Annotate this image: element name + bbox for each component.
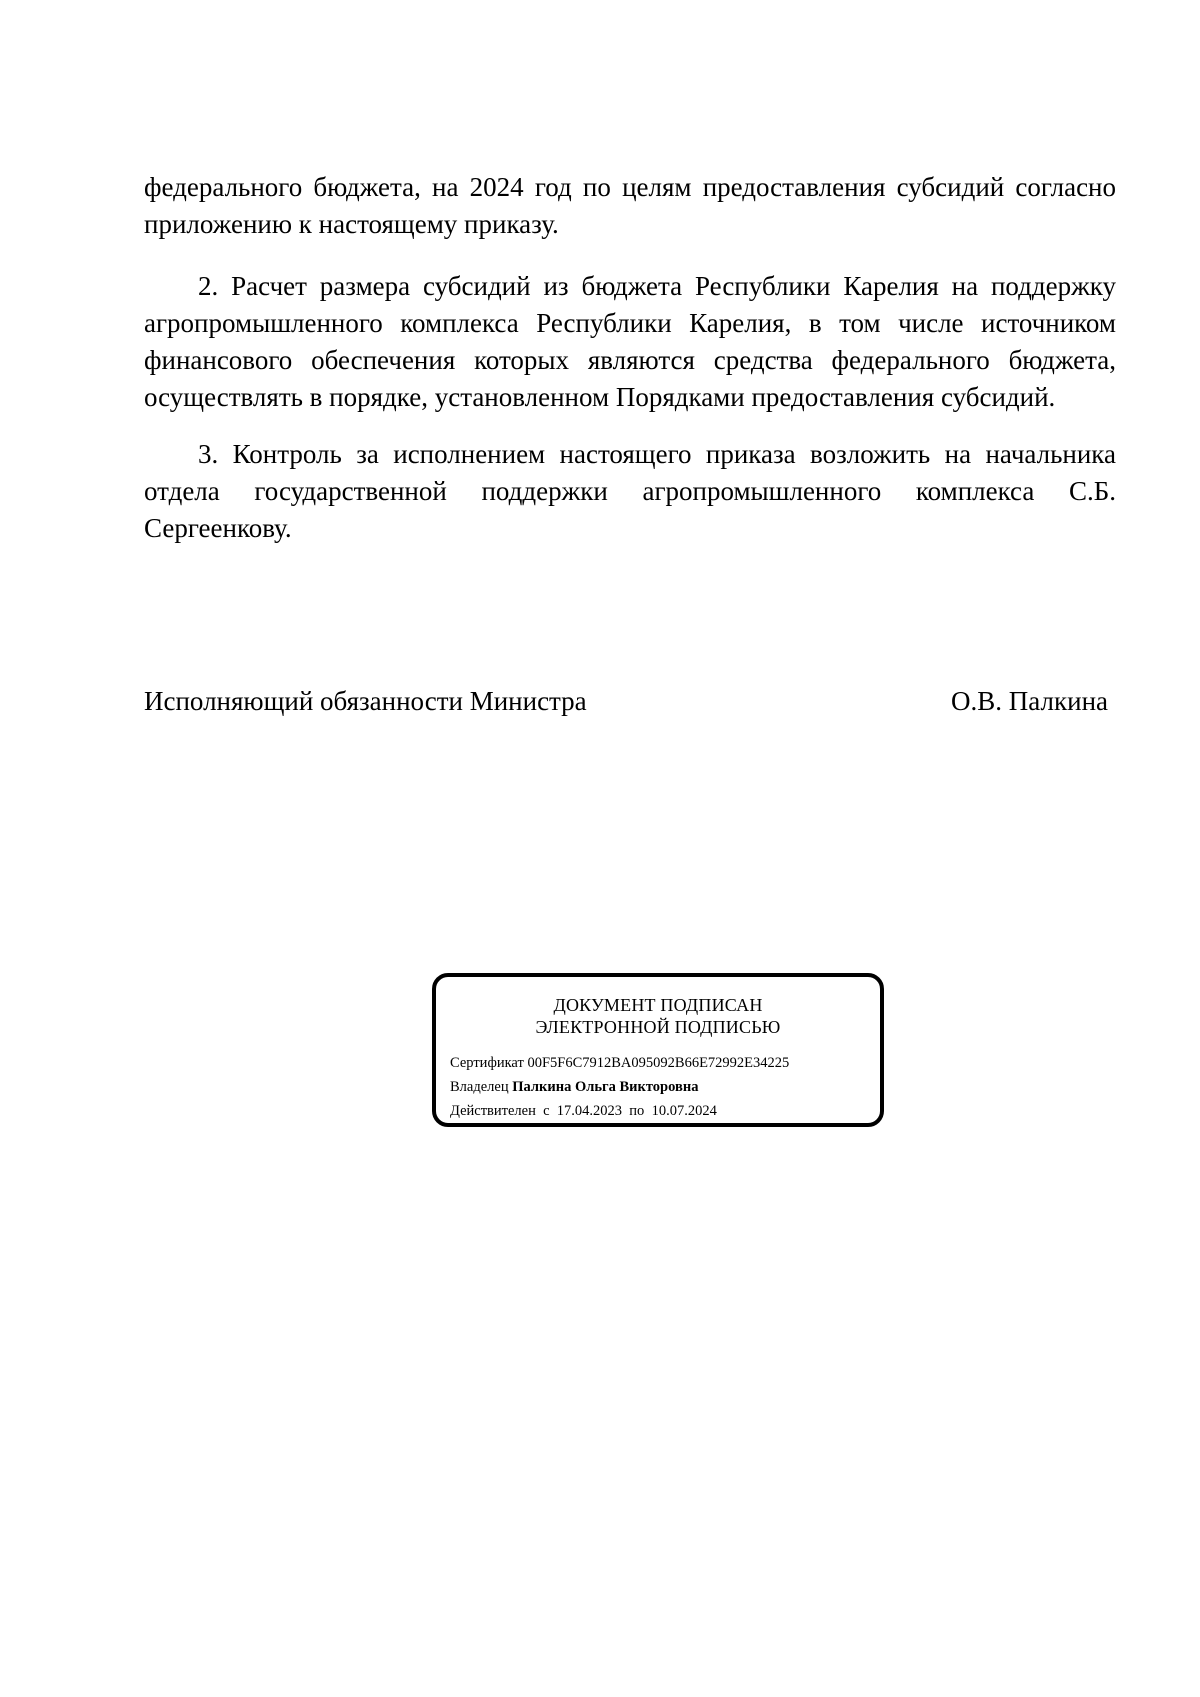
stamp-certificate-line (450, 1053, 789, 1073)
stamp-heading-line-1: ДОКУМЕНТ ПОДПИСАН (553, 995, 763, 1015)
electronic-signature-stamp (432, 973, 884, 1127)
paragraph-continuation: федерального бюджета, на 2024 год по целям предоставления субсидий согласно приложению к настоящему приказу. (144, 172, 1116, 239)
signatory-title: Исполняющий обязанности Министра (144, 686, 587, 716)
valid-to-date: 10.07.2024 (651, 1103, 717, 1119)
paragraph-item-2: 2. Расчет размера субсидий из бюджета Республики Карелия на поддержку агропромышленного комплекса Республики Карелия, в том числе источником финансового обеспечения которых являются средства федерального бюджета, осуществлять в порядке, установленном Порядками предоставления субсидий. (144, 271, 1116, 412)
signatory-name: О.В. Палкина (951, 686, 1108, 716)
valid-from-label: Действителен с (450, 1103, 550, 1119)
owner-value: Палкина Ольга Викторовна (512, 1079, 699, 1095)
stamp-heading-line-2: ЭЛЕКТРОННОЙ ПОДПИСЬЮ (535, 1017, 781, 1037)
stamp-validity-line (450, 1101, 717, 1121)
stamp-owner-line (450, 1077, 698, 1097)
valid-to-label: по (629, 1103, 645, 1119)
certificate-value: 00F5F6C7912BA095092B66E72992E34225 (527, 1055, 790, 1071)
valid-from-date: 17.04.2023 (556, 1103, 623, 1119)
certificate-label: Сертификат (450, 1055, 524, 1071)
paragraph-item-3: 3. Контроль за исполнением настоящего приказа возложить на начальника отдела государственной поддержки агропромышленного комплекса С.Б. Сергеенкову. (144, 439, 1116, 543)
owner-label: Владелец (450, 1079, 509, 1095)
